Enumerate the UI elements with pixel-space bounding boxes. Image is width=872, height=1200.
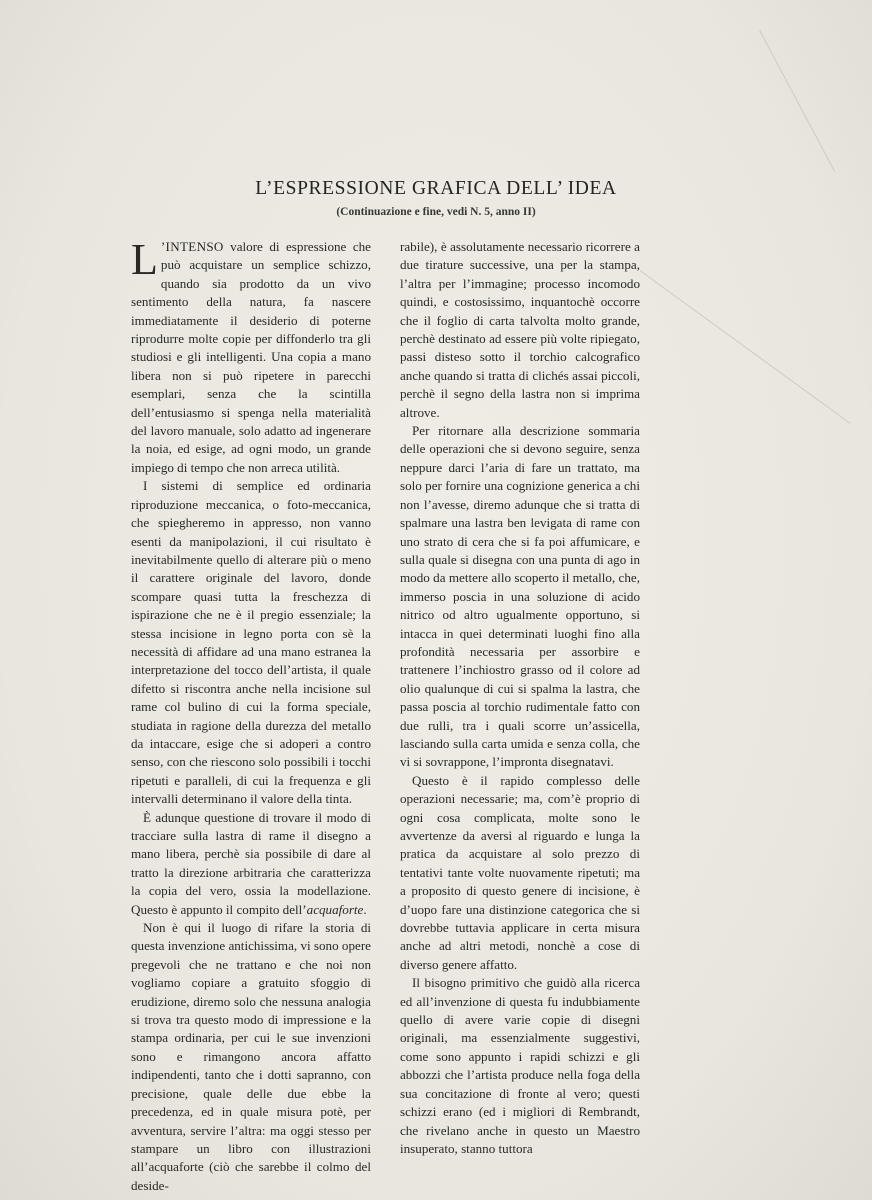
paper-crease <box>759 30 835 172</box>
italic-term: acquaforte <box>306 901 364 917</box>
paragraph: Per ritornare alla descrizione sommaria delle operazioni che si devono seguire, senza neppure darci l’aria di fare un trattato, ma solo per fornire una cognizione generica a chi non l’avesse, diremo adunque che si tratta di spalmare una lastra ben levigata di rame con uno strato di cera che si fa poi affumicare, e sulla quale si disegna con una punta di ago in modo da mettere allo scoperto il metallo, che, immerso poscia in una soluzione di acido nitrico od altro ugualmente opportuno, si intacca in quei determinati luoghi fino alla profondità necessaria per assorbire e trattenere l’inchiostro grasso od il colore ad olio qualunque di cui si spalma la lastra, che passa poscia al torchio rudimentale fatto con due rulli, tra i quali scorre un’assicella, lasciando sulla carta umida e senza colla, che vi si sovrappone, l’impronta disegnatavi. <box>400 423 640 770</box>
text-column-right <box>400 238 640 1158</box>
paragraph-text: È adunque questione di trovare il modo di tracciare sulla lastra di rame il disegno a mano libera, perchè sia possibile di dare al tratto la direzione arbitraria che caratterizza la copia del vero, ossia la modellazione. Questo è appunto il compito dell’ <box>131 809 371 917</box>
paper-crease <box>639 270 850 424</box>
paragraph: Non è qui il luogo di rifare la storia di questa invenzione antichissima, vi sono opere pregevoli che ne trattano e che noi non vogliamo copiare a gratuito sfoggio di erudizione, diremo solo che nessuna analogia si trova tra questo modo di impressione e la stampa ordinaria, per cui le sue invenzioni sono e rimangono ancora affatto indipendenti, tanto che i dotti sapranno, con precisione, quale delle due ebbe la precedenza, ed in quale misura potè, per avventura, servire l’altra: ma oggi stesso per stampare un libro con illustrazioni all’acquaforte (ciò che sarebbe il colmo del deside- <box>131 920 371 1193</box>
paragraph-text: valore di espressione che può acquistare un semplice schizzo, quando sia prodotto da un vivo sentimento della natura, fa nascere immediatamente il desiderio di poterne riprodurre molte copie per diffonderlo tra gli studiosi e gli intelligenti. Una copia a mano libera non si può ripetere in parecchi esemplari, senza che la scintilla dell’entusiasmo si spenga nella materialità del lavoro manuale, solo adatto ad ingenerare la noia, ed esige, ad ogni modo, un grande impiego di tempo che non arreca utilità. <box>131 239 371 475</box>
paragraph: rabile), è assolutamente necessario ricorrere a due tirature successive, una per la stampa, l’altra per l’immagine; processo incomodo quindi, e costosissimo, inquantochè occorre che il foglio di carta talvolta molto grande, perchè destinato ad essere più volte ripiegato, passi disteso sotto il torchio calcografico anche quando si tratta di clichés assai piccoli, perchè il segno della lastra non si imprima altrove. <box>400 239 640 420</box>
drop-cap: L <box>131 235 158 284</box>
article-subtitle: (Continuazione e fine, vedi N. 5, anno II) <box>336 206 536 218</box>
paragraph <box>131 809 371 919</box>
paragraph: I sistemi di semplice ed ordinaria riproduzione meccanica, o foto-meccanica, che spiegheremo in appresso, non vanno esenti da manipolazioni, il cui risultato è inevitabilmente quello di alterare più o meno il carattere originale del lavoro, donde scompare quasi tutta la freschezza di ispirazione che ne è il pregio essenziale; la stessa incisione in legno porta con sè la necessità di affidare ad una mano estranea la interpretazione del tocco dell’artista, il quale difetto si riscontra anche nella incisione sul rame col bulino di cui la forma speciale, studiata in ragione della durezza del metallo da intaccare, esige che si adoperi a contro senso, con che riescono solo possibili i tocchi ripetuti e paralleli, di cui la frequenza e gli intervalli determinano il valore della tinta. <box>131 478 371 807</box>
article-title: L’ESPRESSIONE GRAFICA DELL’ IDEA <box>255 178 617 199</box>
first-word: ’INTENSO <box>160 239 224 254</box>
text-column-left <box>131 235 371 1195</box>
paragraph <box>131 235 371 477</box>
paragraph: Il bisogno primitivo che guidò alla ricerca ed all’invenzione di questa fu indubbiamente quello di avere varie copie di disegni originali, ma essenzialmente suggestivi, come sono appunto i rapidi schizzi e gli abbozzi che l’artista produce nella foga della sua concitazione di fronte al vero; questi schizzi erano (ed i migliori di Rembrandt, che rivelano anche in questo un Maestro insuperato, stanno tuttora <box>400 975 640 1156</box>
paragraph: Questo è il rapido complesso delle operazioni necessarie; ma, com’è proprio di ogni cosa complicata, molte sono le avvertenze da aversi al riguardo e lunga la pratica da acquistare al solo prezzo di tentativi tante volte nuovamente ripetuti; ma a proposito di questo genere di incisione, è d’uopo fare una distinzione categorica che si dovrebbe tuttavia applicare in certa misura anche ad altri metodi, nonchè a cose di diverso genere affatto. <box>400 772 640 972</box>
paragraph-text: . <box>363 901 367 917</box>
